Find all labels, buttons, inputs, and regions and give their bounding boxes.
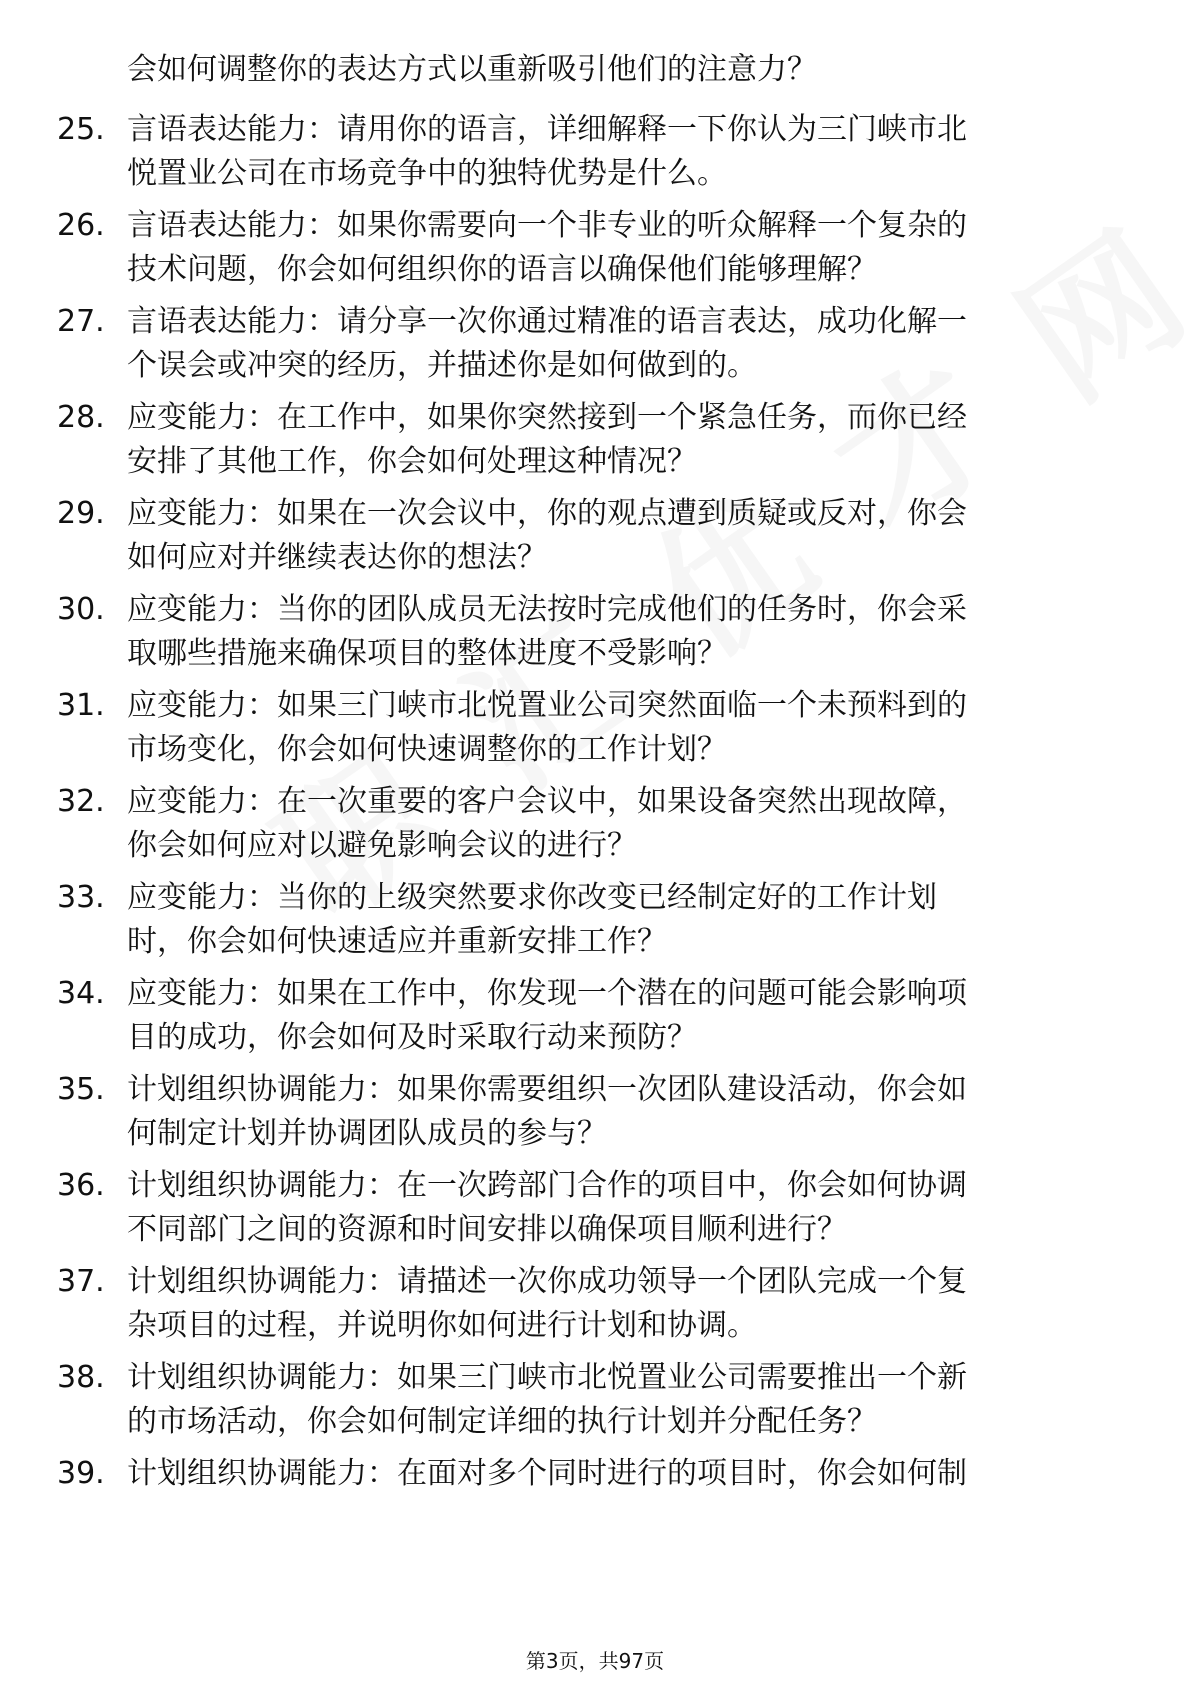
item-number: 36. bbox=[57, 1168, 105, 1203]
item-number: 25. bbox=[57, 112, 105, 147]
item-number: 34. bbox=[57, 976, 105, 1011]
item-text: 应变能力：如果三门峡市北悦置业公司突然面临一个未预料到的 市场变化，你会如何快速调整你的工作计划？ bbox=[127, 688, 967, 767]
item-text: 计划组织协调能力：如果你需要组织一次团队建设活动，你会如 何制定计划并协调团队成员的参与？ bbox=[127, 1072, 967, 1151]
item-text: 应变能力：在一次重要的客户会议中，如果设备突然出现故障， 你会如何应对以避免影响会议的进行？ bbox=[127, 784, 967, 863]
item-number: 38. bbox=[57, 1360, 105, 1395]
page-number-footer: 第3页，共97页 bbox=[525, 1649, 665, 1673]
item-text: 计划组织协调能力：如果三门峡市北悦置业公司需要推出一个新 的市场活动，你会如何制定详细的执行计划并分配任务？ bbox=[127, 1360, 967, 1439]
item-number: 31. bbox=[57, 688, 105, 723]
item-number: 30. bbox=[57, 592, 105, 627]
item-number: 39. bbox=[57, 1456, 105, 1491]
item-number: 33. bbox=[57, 880, 105, 915]
item-text: 应变能力：如果在工作中，你发现一个潜在的问题可能会影响项 目的成功，你会如何及时采取行动来预防？ bbox=[127, 976, 967, 1055]
item-text: 应变能力：如果在一次会议中，你的观点遭到质疑或反对，你会 如何应对并继续表达你的想法？ bbox=[127, 496, 967, 575]
item-text: 应变能力：当你的上级突然要求你改变已经制定好的工作计划 时，你会如何快速适应并重新安排工作？ bbox=[127, 880, 937, 959]
item-number: 26. bbox=[57, 208, 105, 243]
item-text: 应变能力：当你的团队成员无法按时完成他们的任务时，你会采 取哪些措施来确保项目的整体进度不受影响？ bbox=[127, 592, 967, 671]
item-text: 言语表达能力：请用你的语言，详细解释一下你认为三门峡市北 悦置业公司在市场竞争中的独特优势是什么。 bbox=[127, 112, 967, 191]
item-text: 应变能力：在工作中，如果你突然接到一个紧急任务，而你已经 安排了其他工作，你会如何处理这种情况？ bbox=[127, 400, 967, 479]
item-number: 28. bbox=[57, 400, 105, 435]
item-number: 37. bbox=[57, 1264, 105, 1299]
item-number: 32. bbox=[57, 784, 105, 819]
item-number: 27. bbox=[57, 304, 105, 339]
item-text: 计划组织协调能力：请描述一次你成功领导一个团队完成一个复 杂项目的过程，并说明你如何进行计划和协调。 bbox=[127, 1264, 967, 1343]
item-text: 言语表达能力：请分享一次你通过精准的语言表达，成功化解一 个误会或冲突的经历，并描述你是如何做到的。 bbox=[127, 304, 967, 383]
item-number: 29. bbox=[57, 496, 105, 531]
item-number: 35. bbox=[57, 1072, 105, 1107]
continuation-line: 会如何调整你的表达方式以重新吸引他们的注意力？ bbox=[127, 52, 817, 87]
item-text: 计划组织协调能力：在一次跨部门合作的项目中，你会如何协调 不同部门之间的资源和时间安排以确保项目顺利进行？ bbox=[127, 1168, 967, 1247]
item-text: 言语表达能力：如果你需要向一个非专业的听众解释一个复杂的 技术问题，你会如何组织你的语言以确保他们能够理解？ bbox=[127, 208, 967, 287]
item-text: 计划组织协调能力：在面对多个同时进行的项目时，你会如何制 bbox=[127, 1456, 967, 1491]
